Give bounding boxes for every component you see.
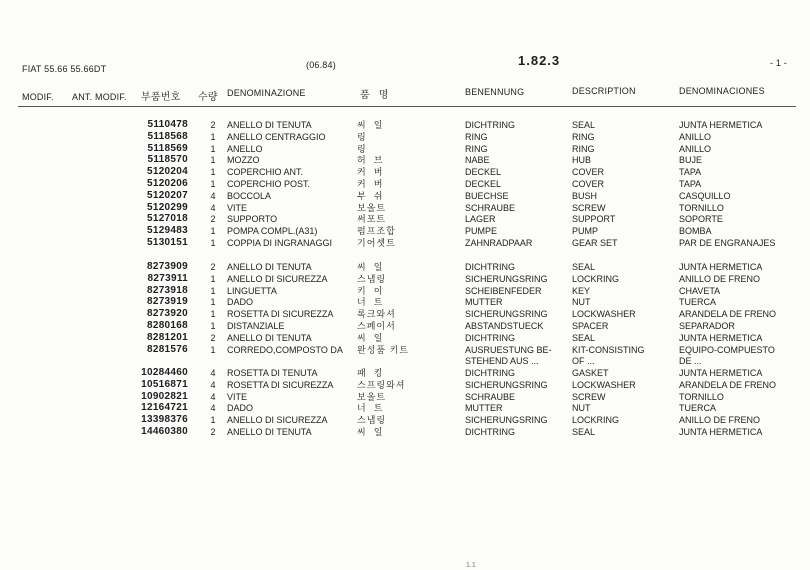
german-name: DICHTRING [465, 368, 515, 378]
italian-name: COPERCHIO ANT. [227, 167, 304, 178]
part-number: 5120299 [146, 201, 188, 213]
spanish-name: TORNILLO [679, 391, 724, 402]
spanish-name: TAPA [679, 179, 702, 189]
col-korean-name: 품 명 [360, 90, 389, 101]
spanish-name: CASQUILLO [679, 190, 731, 201]
table-row [0, 320, 810, 332]
quantity: 1 [210, 297, 216, 308]
english-name: SCREW [572, 391, 606, 402]
quantity: 1 [210, 238, 216, 248]
italian-name: ANELLO DI TENUTA [227, 332, 312, 343]
part-number: 5118570 [147, 154, 188, 166]
spanish-name: PAR DE ENGRANAJES [679, 238, 776, 248]
german-name: RING [465, 131, 488, 142]
english-name: PUMP [572, 226, 599, 237]
korean-name: 패 킹 [357, 368, 384, 378]
italian-name: LINGUETTA [227, 285, 277, 296]
korean-name: 스냅링 [357, 273, 387, 284]
korean-name: 써포트 [357, 214, 387, 225]
italian-name: ROSETTA DI TENUTA [227, 368, 318, 378]
part-number: 10902821 [141, 390, 188, 402]
col-denominaciones: DENOMINACIONES [679, 86, 765, 96]
korean-name: 보올트 [357, 202, 387, 213]
german-name: AUSRUESTUNG BE- [465, 344, 552, 355]
spanish-name: ANILLO DE FRENO [679, 415, 761, 426]
english-name: OF ... [572, 356, 595, 367]
col-part-no: 부품번호 [141, 92, 181, 103]
page-number: - 1 - [770, 58, 788, 68]
table-row [0, 355, 810, 367]
quantity: 1 [210, 131, 216, 142]
german-name: SCHEIBENFEDER [465, 285, 542, 296]
german-name: STEHEND AUS ... [465, 356, 539, 367]
german-name: SCHRAUBE [465, 391, 516, 402]
korean-name: 스냅링 [357, 415, 387, 426]
spanish-name: JUNTA HERMETICA [679, 120, 763, 130]
spanish-name: SEPARADOR [679, 321, 735, 331]
quantity: 4 [210, 368, 216, 378]
korean-name: 너 트 [357, 297, 384, 308]
italian-name: COPERCHIO POST. [227, 179, 311, 189]
korean-name: 완성품 키트 [357, 344, 409, 355]
part-number: 5120206 [146, 178, 188, 189]
table-row [0, 225, 810, 237]
part-number: 10516871 [141, 378, 188, 390]
quantity: 2 [210, 332, 216, 343]
german-name: ZAHNRADPAAR [465, 238, 533, 248]
italian-name: ANELLO DI TENUTA [227, 262, 312, 272]
spanish-name: TUERCA [679, 403, 717, 414]
korean-name: 허 브 [357, 155, 384, 166]
quantity: 4 [210, 202, 216, 213]
part-number: 8281576 [146, 343, 188, 355]
german-name: DICHTRING [465, 332, 515, 343]
part-number: 8280168 [146, 320, 188, 331]
part-number: 5129483 [146, 225, 188, 237]
part-number: 5118568 [147, 130, 188, 142]
korean-name: 커 버 [357, 167, 384, 178]
table-row [0, 190, 810, 202]
table-row [0, 202, 810, 214]
german-name: NABE [465, 155, 490, 166]
part-number: 8273911 [147, 272, 188, 284]
table-row [0, 178, 810, 190]
model-title: FIAT 55.66 55.66DT [22, 64, 107, 74]
quantity: 4 [210, 403, 216, 414]
quantity: 1 [210, 143, 216, 154]
english-name: COVER [572, 179, 605, 189]
col-benennung: BENENNUNG [465, 87, 525, 97]
spanish-name: TAPA [679, 167, 702, 178]
table-row [0, 379, 810, 391]
table-row [0, 273, 810, 285]
italian-name: CORREDO,COMPOSTO DA [227, 344, 343, 355]
german-name: DICHTRING [465, 262, 515, 272]
korean-name: 기어셋트 [357, 238, 396, 248]
english-name: KEY [572, 285, 591, 296]
table-row [0, 332, 810, 344]
spanish-name: TUERCA [679, 297, 717, 308]
german-name: DICHTRING [465, 120, 515, 130]
english-name: LOCKRING [572, 415, 620, 426]
korean-name: 링 [357, 143, 367, 154]
table-row [0, 402, 810, 414]
quantity: 2 [210, 120, 216, 130]
german-name: LAGER [465, 214, 496, 225]
spanish-name: ARANDELA DE FRENO [679, 379, 777, 390]
italian-name: COPPIA DI INGRANAGGI [227, 238, 333, 248]
part-number: 14460380 [141, 426, 188, 437]
table-row [0, 166, 810, 178]
quantity: 4 [210, 190, 216, 201]
part-number: 5120207 [146, 189, 188, 201]
korean-name: 씨 일 [357, 120, 384, 130]
table-row [0, 391, 810, 403]
english-name: SEAL [572, 427, 596, 437]
german-name: DECKEL [465, 167, 502, 178]
quantity: 1 [210, 321, 216, 331]
english-name: SEAL [572, 120, 596, 130]
part-number: 5130151 [146, 237, 188, 248]
italian-name: POMPA COMPL.(A31) [227, 226, 318, 237]
quantity: 1 [210, 415, 216, 426]
spanish-name: CHAVETA [679, 285, 721, 296]
english-name: HUB [572, 155, 592, 166]
spanish-name: JUNTA HERMETICA [679, 332, 763, 343]
english-name: SEAL [572, 332, 596, 343]
quantity: 1 [210, 167, 216, 178]
korean-name: 키 이 [357, 285, 384, 296]
spanish-name: SOPORTE [679, 214, 723, 225]
german-name: BUECHSE [465, 190, 509, 201]
quantity: 2 [210, 214, 216, 225]
italian-name: SUPPORTO [227, 214, 278, 225]
quantity: 1 [210, 285, 216, 296]
english-name: SUPPORT [572, 214, 616, 225]
korean-name: 링 [357, 131, 367, 142]
english-name: KIT-CONSISTING [572, 344, 645, 355]
korean-name: 씨 일 [357, 332, 384, 343]
spanish-name: BOMBA [679, 226, 712, 237]
german-name: ABSTANDSTUECK [465, 321, 544, 331]
quantity: 1 [210, 273, 216, 284]
spanish-name: TORNILLO [679, 202, 724, 213]
part-number: 8273919 [146, 296, 188, 308]
table-code: 1.82.3 [518, 53, 561, 68]
spanish-name: ANILLO [679, 143, 712, 154]
edition-date: (06.84) [306, 60, 336, 70]
quantity: 1 [210, 179, 216, 189]
english-name: RING [572, 131, 595, 142]
spanish-name: JUNTA HERMETICA [679, 368, 763, 378]
spanish-name: JUNTA HERMETICA [679, 262, 763, 272]
english-name: GEAR SET [572, 238, 618, 248]
table-row [0, 261, 810, 273]
german-name: SICHERUNGSRING [465, 273, 548, 284]
italian-name: DADO [227, 297, 254, 308]
italian-name: DADO [227, 403, 254, 414]
italian-name: DISTANZIALE [227, 321, 285, 331]
table-row [0, 119, 810, 131]
part-number: 5118569 [147, 142, 188, 154]
table-row [0, 154, 810, 166]
part-number: 8273920 [146, 308, 188, 320]
german-name: DICHTRING [465, 427, 515, 437]
spanish-name: DE ... [679, 356, 702, 367]
table-row [0, 426, 810, 438]
italian-name: MOZZO [227, 155, 260, 166]
italian-name: VITE [227, 391, 248, 402]
part-number: 8273909 [146, 261, 188, 272]
english-name: SPACER [572, 321, 609, 331]
italian-name: ROSETTA DI SICUREZZA [227, 379, 334, 390]
col-modif: MODIF. [22, 92, 54, 102]
part-number: 12164721 [141, 402, 188, 414]
table-row [0, 344, 810, 356]
part-number: 5127018 [146, 213, 188, 225]
footer-mark: 1.1 [466, 562, 476, 569]
part-number: 13398376 [141, 414, 188, 426]
italian-name: VITE [227, 202, 248, 213]
table-row [0, 143, 810, 155]
korean-name: 씨 일 [357, 427, 384, 437]
table-row [0, 414, 810, 426]
quantity: 1 [210, 344, 216, 355]
italian-name: ANELLO CENTRAGGIO [227, 131, 326, 142]
italian-name: ROSETTA DI SICUREZZA [227, 309, 334, 320]
col-denominazione: DENOMINAZIONE [227, 88, 306, 98]
table-row [0, 367, 810, 379]
korean-name: 펌프조합 [357, 226, 396, 237]
part-number: 5120204 [146, 166, 188, 178]
german-name: DECKEL [465, 179, 502, 189]
korean-name: 록크와셔 [357, 309, 396, 320]
german-name: SICHERUNGSRING [465, 309, 548, 320]
english-name: RING [572, 143, 595, 154]
english-name: LOCKWASHER [572, 309, 636, 320]
part-number: 5110478 [147, 119, 188, 130]
english-name: LOCKRING [572, 273, 620, 284]
english-name: BUSH [572, 190, 598, 201]
quantity: 1 [210, 226, 216, 237]
english-name: NUT [572, 403, 591, 414]
quantity: 4 [210, 379, 216, 390]
table-row [0, 131, 810, 143]
english-name: LOCKWASHER [572, 379, 636, 390]
table-row [0, 237, 810, 249]
korean-name: 스페이서 [357, 321, 396, 331]
quantity: 2 [210, 262, 216, 272]
table-row [0, 285, 810, 297]
table-row [0, 213, 810, 225]
english-name: SCREW [572, 202, 606, 213]
english-name: NUT [572, 297, 591, 308]
german-name: SICHERUNGSRING [465, 415, 548, 426]
german-name: MUTTER [465, 297, 503, 308]
korean-name: 보올트 [357, 391, 387, 402]
spanish-name: EQUIPO-COMPUESTO [679, 344, 775, 355]
spanish-name: ARANDELA DE FRENO [679, 309, 777, 320]
german-name: PUMPE [465, 226, 498, 237]
korean-name: 커 버 [357, 179, 384, 189]
part-number: 8273918 [146, 284, 188, 296]
table-row [0, 296, 810, 308]
quantity: 2 [210, 427, 216, 437]
header-rule [18, 106, 796, 107]
korean-name: 부 쉬 [357, 190, 384, 201]
korean-name: 너 트 [357, 403, 384, 414]
german-name: SCHRAUBE [465, 202, 516, 213]
italian-name: BOCCOLA [227, 190, 272, 201]
spanish-name: ANILLO DE FRENO [679, 273, 761, 284]
quantity: 1 [210, 309, 216, 320]
english-name: SEAL [572, 262, 596, 272]
italian-name: ANELLO DI TENUTA [227, 427, 312, 437]
korean-name: 스프링와셔 [357, 379, 406, 390]
part-number: 8281201 [146, 331, 188, 343]
spanish-name: BUJE [679, 155, 703, 166]
spanish-name: JUNTA HERMETICA [679, 427, 763, 437]
col-ant-modif: ANT. MODIF. [72, 92, 127, 102]
german-name: SICHERUNGSRING [465, 379, 548, 390]
spanish-name: ANILLO [679, 131, 712, 142]
part-number: 10284460 [141, 367, 188, 378]
table-row [0, 308, 810, 320]
col-qty: 수량 [198, 92, 218, 103]
german-name: MUTTER [465, 403, 503, 414]
italian-name: ANELLO DI TENUTA [227, 120, 312, 130]
english-name: GASKET [572, 368, 609, 378]
english-name: COVER [572, 167, 605, 178]
italian-name: ANELLO DI SICUREZZA [227, 273, 328, 284]
col-description: DESCRIPTION [572, 86, 636, 96]
quantity: 4 [210, 391, 216, 402]
italian-name: ANELLO DI SICUREZZA [227, 415, 328, 426]
italian-name: ANELLO [227, 143, 263, 154]
quantity: 1 [210, 155, 216, 166]
korean-name: 씨 일 [357, 262, 384, 272]
german-name: RING [465, 143, 488, 154]
